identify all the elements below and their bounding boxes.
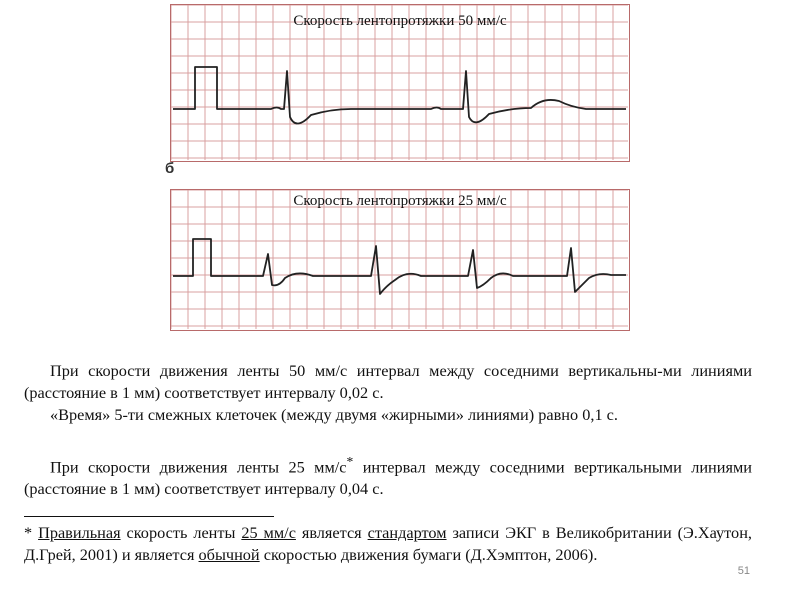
paragraph-block-25mm xyxy=(24,451,752,500)
paragraph-five-cells: «Время» 5-ти смежных клеточек (между двумя «жирными» линиями) равно 0,1 с. xyxy=(50,405,618,424)
ecg-strip-50mm xyxy=(170,4,630,162)
footnote-underlined-4: обычной xyxy=(198,545,260,564)
ecg-strip-25mm-graphic xyxy=(171,190,628,329)
ecg-strip-25mm-label: Скорость лентопротяжки 25 мм/с xyxy=(293,193,507,209)
ecg-trace-25mm xyxy=(173,239,626,294)
paragraph-block-50mm xyxy=(24,360,752,426)
footnote-mark: * xyxy=(24,523,39,542)
footnote-divider xyxy=(24,516,274,517)
paragraph-50mm-interval: При скорости движения ленты 50 мм/с интервал между соседними вертикальны-ми линиями (расстояние в 1 мм) соответствует интервалу 0,02 с. xyxy=(24,361,752,402)
footnote-text-1: скорость ленты xyxy=(120,523,242,542)
footnote-underlined-1: Правильная xyxy=(38,523,121,542)
page-number: 51 xyxy=(737,565,750,577)
ecg-strip-50mm-label: Скорость лентопротяжки 50 мм/с xyxy=(293,13,507,29)
footnote-text xyxy=(24,522,752,566)
footnote-text-2: является xyxy=(295,523,368,542)
footnote-underlined-3: стандартом xyxy=(367,523,447,542)
paragraph-25mm-part1: При скорости движения ленты 25 мм/с xyxy=(50,457,347,477)
panel-letter: б xyxy=(165,160,175,177)
footnote-marker: * xyxy=(346,454,354,469)
footnote-text-3: записи ЭКГ в Великобритании (Э.Хаутон, Д.Грей, 2001) и является xyxy=(24,523,752,564)
paragraph-25mm-interval xyxy=(24,451,752,500)
paragraph-25mm-part2: интервал между соседними вертикальными линиями (расстояние в 1 мм) соответствует интервалу 0,04 с. xyxy=(24,457,752,499)
ecg-trace-50mm xyxy=(173,67,626,124)
footnote xyxy=(24,522,752,566)
ecg-strip-25mm xyxy=(170,189,630,331)
footnote-text-4: скоростью движения бумаги (Д.Хэмптон, 2006). xyxy=(259,545,598,564)
footnote-underlined-2: 25 мм/с xyxy=(241,523,296,542)
